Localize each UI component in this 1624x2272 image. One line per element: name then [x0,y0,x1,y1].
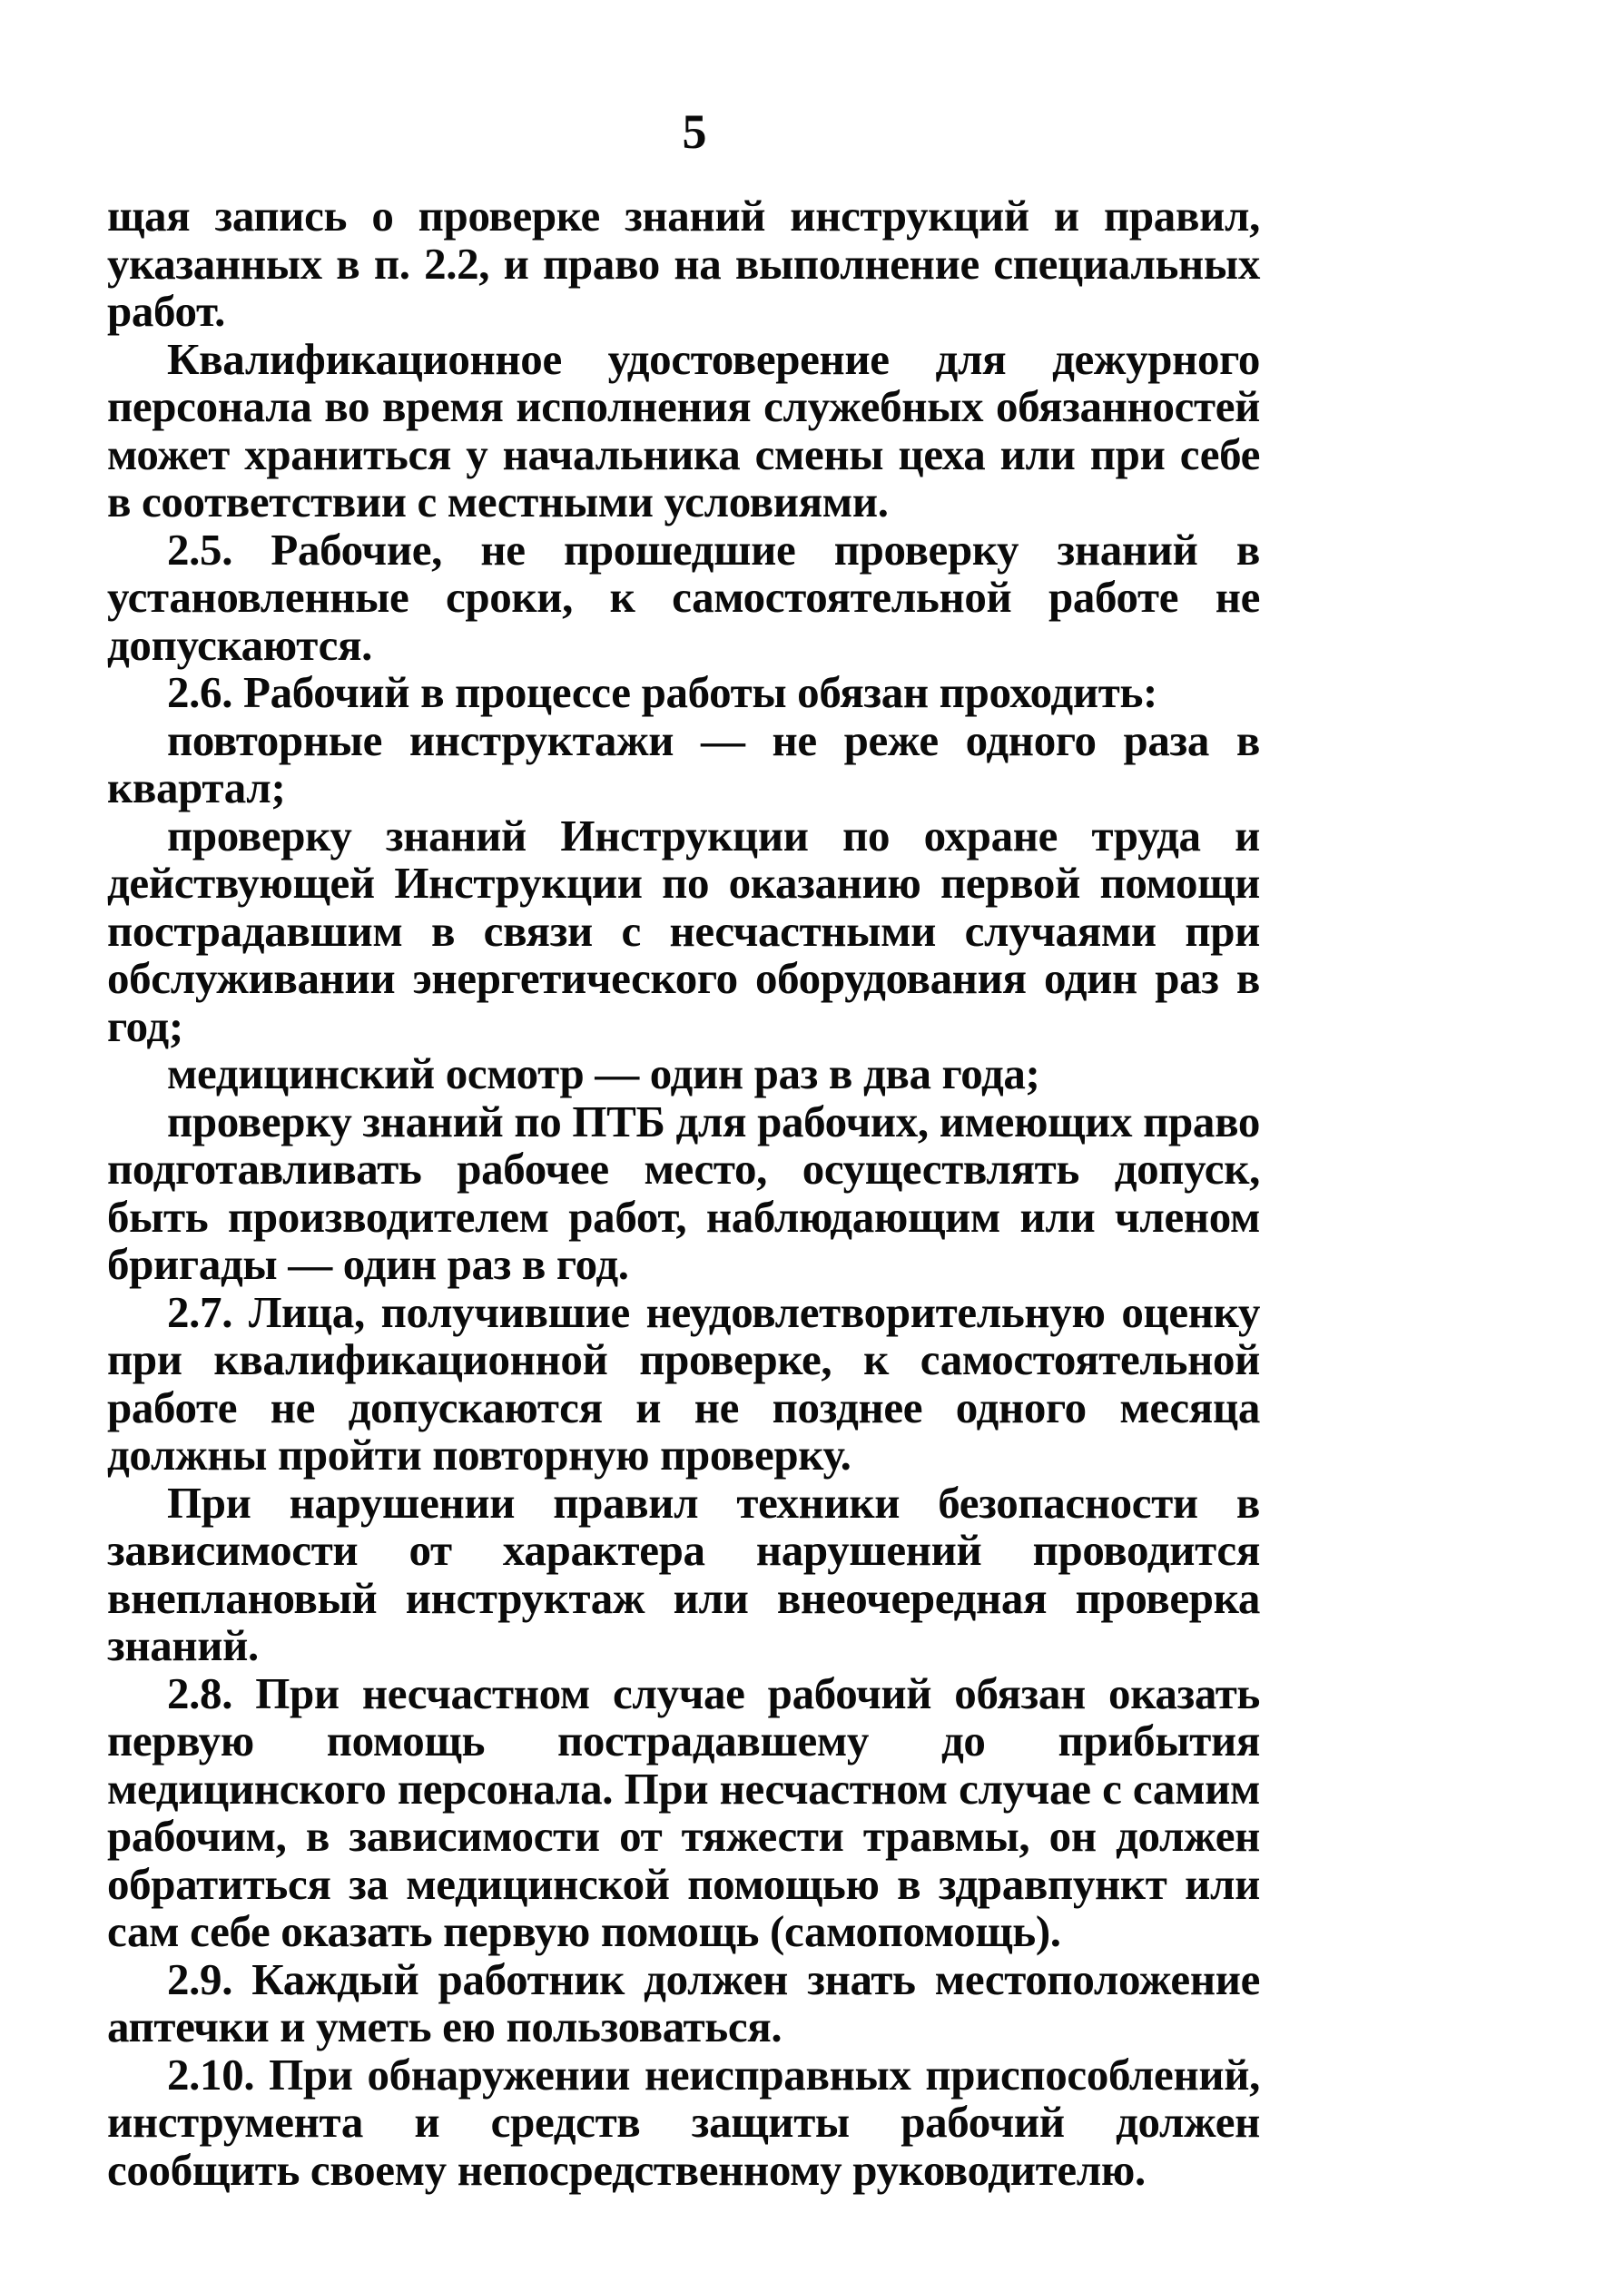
paragraph-2-10: 2.10. При обнаружении неисправных приспособлений, инструмента и средств защиты рабочий должен сообщить своему непосредственному руководителю. [107,2049,1260,2195]
paragraph-2-6: 2.6. Рабочий в процессе работы обязан проходить: [167,667,1157,717]
list-item-knowledge-check: проверку знаний Инструкции по охране труда и действующей Инструкции по оказанию первой помощи пострадавшим в связи с несчастными случаями при обслуживании энергетического оборудования один раз в год; [107,810,1260,1051]
page-number: 5 [682,104,707,159]
paragraph-safety-violations: При нарушении правил техники безопасности в зависимости от характера нарушений проводится внеплановый инструктаж или внеочередная проверка знаний. [107,1477,1260,1670]
paragraph-2-5: 2.5. Рабочие, не прошедшие проверку знаний в установленные сроки, к самостоятельной работе не допускаются. [107,524,1260,670]
paragraph-2-7: 2.7. Лица, получившие неудовлетворительную оценку при квалификационной проверке, к самостоятельной работе не допускаются и не позднее одного месяца должны пройти повторную проверку. [107,1286,1260,1480]
paragraph-continuation: щая запись о проверке знаний инструкций и правил, указанных в п. 2.2, и право на выполнение специальных работ. [107,191,1260,336]
paragraph-2-8: 2.8. При несчастном случае рабочий обязан оказать первую помощь пострадавшему до прибытия медицинского персонала. При несчастном случае с самим рабочим, в зависимости от тяжести травмы, он должен обратиться за медицинской помощью в здравпункт или сам себе оказать первую помощь (самопомощь). [107,1667,1260,1956]
paragraph-2-9: 2.9. Каждый работник должен знать местоположение аптечки и уметь ею пользоваться. [107,1953,1260,2051]
list-item-ptb-check: проверку знаний по ПТБ для рабочих, имеющих право подготавливать рабочее место, осуществлять допуск, быть производителем работ, наблюдающим или членом бригады — один раз в год. [107,1096,1260,1289]
list-item-repeat-briefings: повторные инструктажи — не реже одного раза в квартал; [107,714,1260,812]
document-body [107,192,1260,2194]
list-item-medical-exam: медицинский осмотр — один раз в два года; [167,1048,1040,1098]
paragraph-qualification-certificate: Квалификационное удостоверение для дежурного персонала во время исполнения служебных обязанностей может храниться у начальника смены цеха или при себе в соответствии с местными условиями. [107,333,1260,526]
